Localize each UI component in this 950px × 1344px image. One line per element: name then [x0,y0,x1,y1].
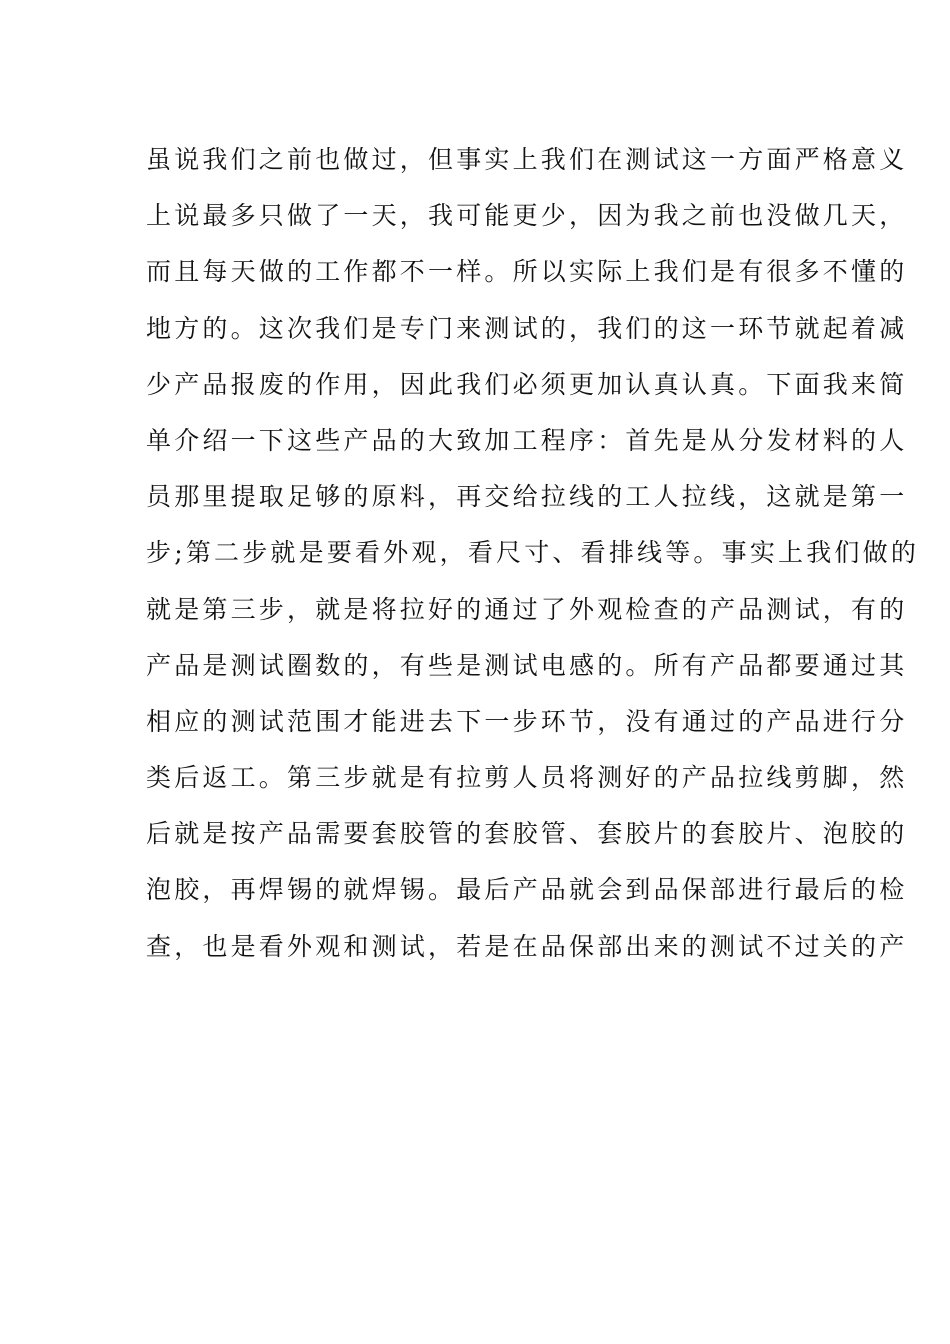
text-line: 员那里提取足够的原料，再交给拉线的工人拉线，这就是第一 [146,482,908,512]
body-text [146,132,920,975]
text-line: 地方的。这次我们是专门来测试的，我们的这一环节就起着减 [146,313,908,343]
text-line: 单介绍一下这些产品的大致加工程序：首先是从分发材料的人 [146,425,908,455]
text-line: 查，也是看外观和测试，若是在品保部出来的测试不过关的产 [146,931,908,961]
text-line: 后就是按产品需要套胶管的套胶管、套胶片的套胶片、泡胶的 [146,819,908,849]
text-line: 而且每天做的工作都不一样。所以实际上我们是有很多不懂的 [146,257,908,287]
text-line: 泡胶，再焊锡的就焊锡。最后产品就会到品保部进行最后的检 [146,875,908,905]
text-line: 上说最多只做了一天，我可能更少，因为我之前也没做几天， [146,201,908,231]
text-line: 就是第三步，就是将拉好的通过了外观检查的产品测试，有的 [146,594,908,624]
text-line: 虽说我们之前也做过，但事实上我们在测试这一方面严格意义 [146,145,908,174]
text-line: 类后返工。第三步就是有拉剪人员将测好的产品拉线剪脚，然 [146,763,908,793]
text-line: 步;第二步就是要看外观，看尺寸、看排线等。事实上我们做的 [146,538,920,568]
text-line: 产品是测试圈数的，有些是测试电感的。所有产品都要通过其 [146,650,908,680]
text-line: 相应的测试范围才能进去下一步环节，没有通过的产品进行分 [146,706,908,736]
text-line: 少产品报废的作用，因此我们必须更加认真认真。下面我来简 [146,369,908,399]
